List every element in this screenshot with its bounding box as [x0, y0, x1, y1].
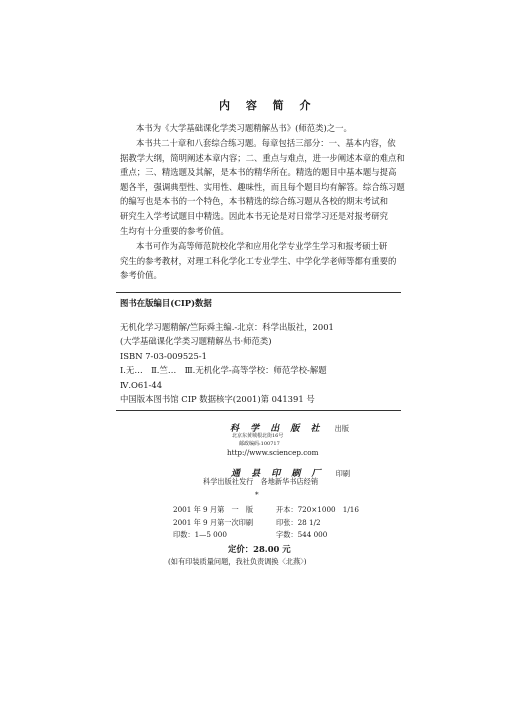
edition-line: 2001 年 9 月第 一 版: [173, 505, 254, 514]
quality-notice: (如有印装质量问题，我社负责调换〈北燕〉): [168, 557, 307, 566]
summary-paragraph-3-line: 参考价值。: [120, 270, 162, 281]
summary-paragraph-2-line: 题各半，强调典型性、实用性、趣味性，而且每个题目均有解答。综合练习题: [120, 181, 405, 192]
word-count-line: 字数：544 000: [276, 530, 328, 539]
publisher-suffix: 出版: [334, 424, 350, 433]
printer-name: 通 县 印 刷 厂: [231, 469, 325, 479]
publisher-address: 北京东黄城根北街16号: [232, 433, 284, 439]
summary-paragraph-2-line: 本书共二十章和八套综合练习题。每章包括三部分：一、基本内容，依: [136, 138, 396, 148]
sheets-line: 印张：28 1/2: [276, 517, 321, 527]
price-line: 定价：28.00 元: [228, 544, 291, 554]
publisher-name: 科 学 出 版 社: [230, 424, 324, 434]
section-divider: [116, 410, 401, 411]
summary-paragraph-2-line: 生均有十分重要的参考价值。: [120, 225, 229, 236]
publisher-postcode: 邮政编码:100717: [239, 441, 280, 447]
print-run-line: 2001 年 9 月第一次印刷: [173, 517, 254, 527]
print-count-line: 印数：1—5 000: [173, 530, 227, 539]
summary-paragraph-3: [120, 239, 396, 283]
edition-details-right: [276, 504, 359, 542]
cip-line: ISBN 7-03-009525-1: [120, 350, 207, 361]
separator-star: *: [255, 490, 259, 499]
summary-paragraph-3-line: 本书可作为高等师范院校化学和应用化学专业学生学习和报考硕士研: [136, 241, 388, 251]
summary-paragraph-2-line: 研究生入学考试题目中精选。因此本书无论是对日常学习还是对报考研究: [120, 210, 388, 221]
summary-paragraph-2: [120, 136, 405, 238]
summary-paragraph-2-line: 据教学大纲，简明阐述本章内容；二、重点与难点，进一步阐述本章的难点和: [120, 152, 405, 163]
summary-paragraph-3-line: 究生的参考教材，对理工科化学化工专业学生、中学化学老师等都有重要的: [120, 255, 397, 266]
edition-details-left: [173, 504, 253, 542]
cip-heading: 图书在版编目(CIP)数据: [120, 298, 212, 308]
summary-paragraph-2-line: 的编写也是本书的一个特色，本书精选的综合练习题从各校的期末考试和: [120, 196, 388, 207]
cip-line: Ⅳ.O61-44: [120, 379, 163, 390]
distribution-line: 科学出版社发行 各地新华书店经销: [203, 477, 319, 486]
cip-record: [120, 320, 334, 392]
cip-line: (大学基础课化学类习题精解丛书·师范类): [120, 336, 272, 347]
format-line: 开本：720×1000 1/16: [276, 505, 359, 514]
cip-verification: 中国版本图书馆 CIP 数据核字(2001)第 041391 号: [120, 394, 315, 404]
summary-paragraph-2-line: 重点；三、精选题及其解，是本书的精华所在。精选的题目中基本题与提高: [120, 167, 397, 178]
summary-paragraph-1: 本书为《大学基础课化学类习题精解丛书》(师范类)之一。: [136, 123, 352, 133]
publisher-website: http://www.sciencep.com: [227, 448, 319, 457]
cip-line: 无机化学习题精解/竺际舜主编.-北京：科学出版社，2001: [120, 322, 334, 332]
printer-suffix: 印刷: [335, 469, 351, 478]
cip-line: Ⅰ.无… Ⅱ.竺… Ⅲ.无机化学-高等学校：师范学校-解题: [120, 365, 327, 376]
summary-heading: 内 容 简 介: [219, 99, 317, 112]
section-divider: [116, 292, 401, 293]
